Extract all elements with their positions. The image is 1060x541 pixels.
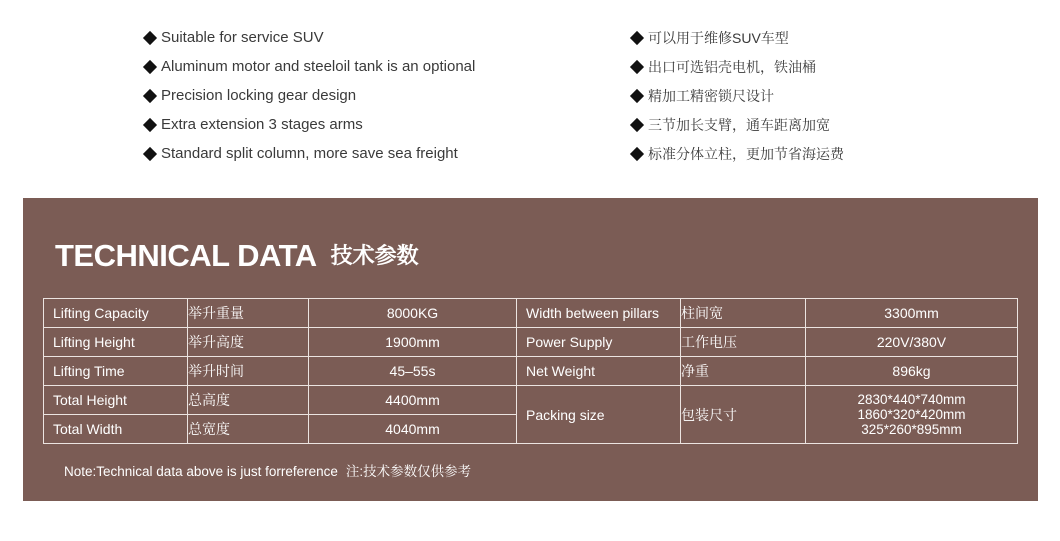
feature-text: Standard split column, more save sea freight — [161, 145, 458, 162]
spec-label-en: Lifting Time — [44, 357, 188, 386]
spec-label-cn: 总宽度 — [188, 415, 309, 444]
spec-label-en: Lifting Capacity — [44, 299, 188, 328]
spec-label-en: Total Height — [44, 386, 188, 415]
spec-label-en: Lifting Height — [44, 328, 188, 357]
title-en: TECHNICAL DATA — [55, 238, 317, 273]
feature-item — [630, 26, 844, 55]
reference-note — [64, 460, 471, 480]
feature-item — [143, 142, 475, 171]
diamond-bullet-icon — [143, 147, 157, 161]
feature-text: 可以用于维修SUV车型 — [648, 30, 789, 46]
packing-value: 325*260*895mm — [861, 422, 962, 437]
feature-text: 出口可选铝壳电机，铁油桶 — [648, 59, 816, 75]
feature-text: Aluminum motor and steeloil tank is an optional — [161, 58, 476, 75]
note-cn: 注:技术参数仅供参考 — [345, 464, 472, 479]
table-row — [44, 357, 1018, 386]
feature-text: 标准分体立柱，更加节省海运费 — [648, 146, 844, 162]
spec-label-cn: 柱间宽 — [681, 299, 806, 328]
feature-text: 精加工精密锁尺设计 — [648, 88, 774, 104]
feature-item — [630, 55, 844, 84]
feature-text: 三节加长支臂，通车距离加宽 — [648, 117, 830, 133]
spec-value: 896kg — [806, 357, 1018, 386]
diamond-bullet-icon — [630, 31, 644, 45]
spec-label-cn: 工作电压 — [681, 328, 806, 357]
feature-item — [630, 84, 844, 113]
diamond-bullet-icon — [143, 31, 157, 45]
packing-values — [806, 386, 1018, 444]
packing-value: 2830*440*740mm — [857, 392, 966, 407]
note-en: Note:Technical data above is just forreference — [64, 464, 338, 479]
feature-text: Precision locking gear design — [161, 87, 357, 104]
spec-value: 8000KG — [309, 299, 517, 328]
spec-value: 4040mm — [309, 415, 517, 444]
spec-label-en: Power Supply — [517, 328, 681, 357]
technical-data-panel — [23, 198, 1038, 501]
feature-text: Suitable for service SUV — [161, 29, 324, 46]
diamond-bullet-icon — [143, 89, 157, 103]
feature-item — [143, 113, 475, 142]
spec-label-cn: 净重 — [681, 357, 806, 386]
diamond-bullet-icon — [143, 118, 157, 132]
technical-data-title — [55, 238, 419, 274]
spec-label-cn: 举升时间 — [188, 357, 309, 386]
spec-value: 1900mm — [309, 328, 517, 357]
feature-item — [630, 113, 844, 142]
features-list-en — [143, 26, 475, 171]
table-row — [44, 386, 1018, 415]
diamond-bullet-icon — [630, 89, 644, 103]
spec-table — [43, 298, 1018, 444]
diamond-bullet-icon — [143, 60, 157, 74]
diamond-bullet-icon — [630, 147, 644, 161]
packing-label-en: Packing size — [517, 386, 681, 444]
title-cn: 技术参数 — [330, 243, 419, 268]
table-row — [44, 328, 1018, 357]
feature-text: Extra extension 3 stages arms — [161, 116, 363, 133]
spec-label-en: Net Weight — [517, 357, 681, 386]
spec-value: 220V/380V — [806, 328, 1018, 357]
spec-label-cn: 举升重量 — [188, 299, 309, 328]
feature-item — [630, 142, 844, 171]
features-list-cn — [630, 26, 844, 171]
feature-item — [143, 84, 475, 113]
spec-label-en: Total Width — [44, 415, 188, 444]
feature-item — [143, 55, 475, 84]
spec-label-cn: 总高度 — [188, 386, 309, 415]
spec-value: 4400mm — [309, 386, 517, 415]
packing-label-cn: 包装尺寸 — [681, 386, 806, 444]
packing-value: 1860*320*420mm — [857, 407, 966, 422]
table-row — [44, 299, 1018, 328]
spec-label-cn: 举升高度 — [188, 328, 309, 357]
diamond-bullet-icon — [630, 118, 644, 132]
spec-label-en: Width between pillars — [517, 299, 681, 328]
feature-item — [143, 26, 475, 55]
spec-value: 3300mm — [806, 299, 1018, 328]
diamond-bullet-icon — [630, 60, 644, 74]
spec-value: 45–55s — [309, 357, 517, 386]
